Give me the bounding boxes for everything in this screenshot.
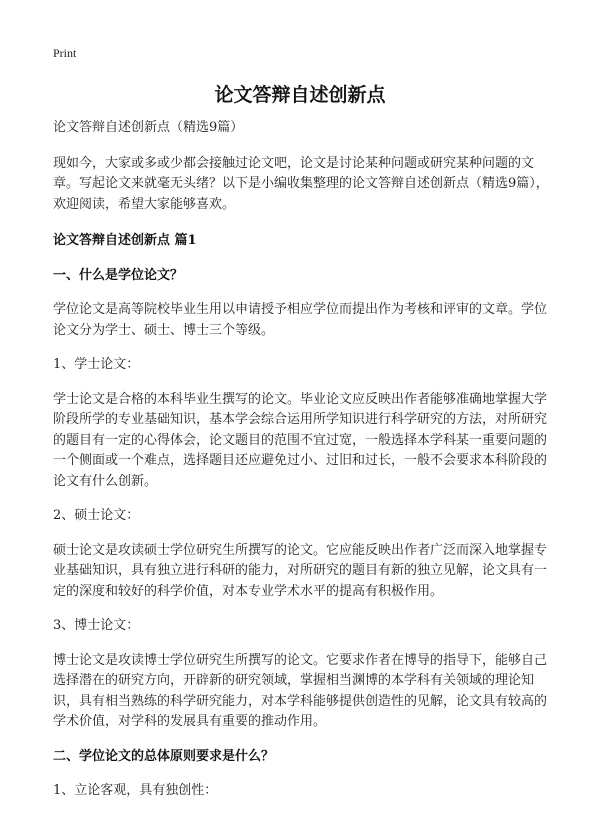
principle-1: 1、立论客观，具有独创性：: [53, 783, 218, 798]
paragraph-degree-thesis: 学位论文是高等院校毕业生用以申请授予相应学位而提出作为考核和评审的文章。学位论文分为学士、硕士、博士三个等级。: [53, 302, 548, 338]
paragraph-master: 硕士论文是攻读硕士学位研究生所撰写的论文。它应能反映出作者广泛而深入地掌握专业基础知识，具有独立进行科研的能力，对所研究的题目有新的独立见解，论文具有一定的深度和较好的科学价值，对本专业学术水平的提高有积极作用。: [53, 542, 548, 599]
label-bachelor: 1、学士论文：: [53, 357, 140, 372]
article-subtitle: 论文答辩自述创新点（精选9篇）: [53, 120, 244, 135]
page-title: 论文答辩自述创新点: [214, 84, 386, 106]
paragraph-bachelor: 学士论文是合格的本科毕业生撰写的论文。毕业论文应反映出作者能够准确地掌握大学阶段所学的专业基础知识，基本学会综合运用所学知识进行科学研究的方法，对所研究的题目有一定的心得体会，论文题目的范围不宜过宽，一般选择本学科某一重要问题的一个侧面或一个难点，选择题目还应避免过小、过旧和过长，一般不会要求本科阶段的论文有什么创新。: [53, 391, 548, 489]
paragraph-doctor: 博士论文是攻读博士学位研究生所撰写的论文。它要求作者在博导的指导下，能够自己选择潜在的研究方向，开辟新的研究领域，掌握相当渊博的本学科有关领域的理论知识，具有相当熟练的科学研究能力，对本学科能够提供创造性的见解，论文具有较高的学术价值，对学科的发展具有重要的推动作用。: [53, 652, 548, 729]
article-body: [53, 118, 555, 816]
print-link[interactable]: Print: [53, 46, 77, 60]
question-heading-2: 二、学位论文的总体原则要求是什么？: [53, 748, 275, 764]
section-heading: 论文答辩自述创新点 篇1: [53, 233, 197, 248]
label-master: 2、硕士论文：: [53, 508, 140, 523]
intro-paragraph: 现如今，大家或多或少都会接触过论文吧，论文是讨论某种问题或研究某种问题的文章。写起论文来就毫无头绪？以下是小编收集整理的论文答辩自述创新点（精选9篇），欢迎阅读，希望大家能够喜欢。: [53, 155, 549, 212]
label-doctor: 3、博士论文：: [53, 618, 140, 633]
question-heading-1: 一、什么是学位论文？: [53, 267, 184, 283]
